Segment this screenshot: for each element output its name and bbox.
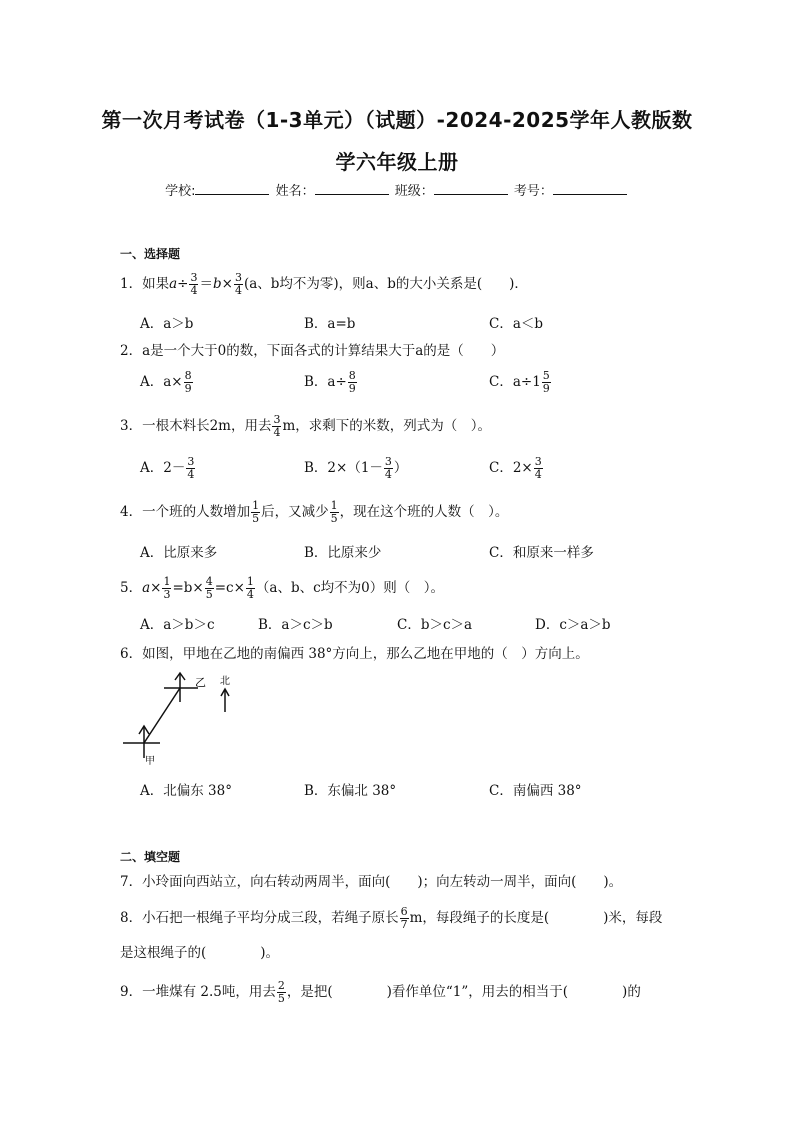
class-label: 班级：	[394, 184, 434, 199]
question-5	[120, 576, 444, 601]
exam-title-line2: 学六年级上册	[335, 150, 459, 174]
q8-num: 6	[400, 905, 408, 918]
q5-mid-2: =c×	[214, 580, 245, 596]
q6-option-b[interactable]: B．东偏北 38°	[304, 783, 397, 799]
q3-b-den: 4	[384, 468, 392, 481]
q5-fraction-1	[162, 576, 171, 601]
question-2: 2．a是一个大于0的数，下面各式的计算结果大于a的是（ ）	[120, 343, 505, 359]
q4-option-c[interactable]: C．和原来一样多	[489, 545, 594, 561]
question-8-line2: 是这根绳子的( )。	[120, 945, 280, 961]
q5-frac3-num: 1	[246, 575, 254, 588]
q5-frac2-den: 5	[205, 588, 213, 601]
q4-frac2-num: 1	[330, 499, 338, 512]
question-4	[120, 500, 508, 525]
connecting-line	[144, 688, 180, 743]
q1-option-b[interactable]: B．a=b	[304, 316, 356, 332]
q4-frac2-den: 5	[330, 512, 338, 525]
q3-c-num: 3	[534, 455, 542, 468]
q2-b-prefix: B．a÷	[304, 374, 347, 390]
q1-div-sign: ÷	[177, 276, 189, 292]
q1-option-a[interactable]: A．a＞b	[140, 316, 194, 332]
q5-var-a: a	[142, 580, 151, 596]
q8-den: 7	[400, 918, 408, 931]
q9-fraction	[277, 980, 286, 1005]
section-fill-heading: 二、填空题	[120, 850, 181, 864]
class-blank[interactable]	[434, 182, 508, 195]
q1-equals: ＝	[199, 276, 213, 292]
q2-a-num: 8	[184, 369, 192, 382]
q3-den: 4	[273, 426, 281, 439]
q9-suffix: ，是把( )看作单位“1”，用去的相当于( )的	[286, 984, 641, 1000]
q5-option-c[interactable]: C．b＞c＞a	[397, 617, 473, 633]
q9-num: 2	[277, 979, 285, 992]
q5-suffix: （a、b、c均不为0）则（ ）。	[255, 580, 445, 596]
q2-c-den: 9	[542, 382, 550, 395]
q2-option-c[interactable]	[489, 370, 552, 395]
q2-option-b[interactable]	[304, 370, 358, 395]
q5-option-b[interactable]: B．a＞c＞b	[258, 617, 333, 633]
q3-a-num: 3	[187, 455, 195, 468]
q2-option-a[interactable]	[140, 370, 194, 395]
q2-b-den: 9	[348, 382, 356, 395]
q5-option-d[interactable]: D．c＞a＞b	[535, 617, 611, 633]
q5-frac3-den: 4	[246, 588, 254, 601]
q3-b-suffix: ）	[393, 460, 408, 476]
jia-label: 甲	[145, 756, 155, 767]
direction-diagram	[118, 668, 248, 768]
q3-option-a[interactable]	[140, 456, 196, 481]
q4-prefix: 4．一个班的人数增加	[120, 504, 251, 520]
q5-option-a[interactable]: A．a＞b＞c	[140, 617, 215, 633]
name-blank[interactable]	[315, 182, 389, 195]
q9-prefix: 9．一堆煤有 2.5吨，用去	[120, 984, 276, 1000]
q5-fraction-3	[246, 576, 255, 601]
q2-b-fraction	[348, 370, 357, 395]
q5-mid-1: =b×	[172, 580, 204, 596]
north-label: 北	[220, 676, 230, 687]
q1-rest: (a、b均不为零)，则a、b的大小关系是( )．	[243, 276, 528, 292]
q3-option-c[interactable]	[489, 456, 544, 481]
section-choice-heading: 一、选择题	[120, 247, 181, 261]
q2-c-prefix: C．a÷1	[489, 374, 541, 390]
student-info-line	[0, 180, 794, 199]
q5-frac1-num: 1	[163, 575, 171, 588]
q1-frac1-num: 3	[190, 271, 198, 284]
q1-frac1-den: 4	[190, 284, 198, 297]
question-9	[120, 980, 641, 1005]
question-8	[120, 906, 662, 931]
q3-a-den: 4	[187, 468, 195, 481]
q2-a-den: 9	[184, 382, 192, 395]
q4-frac1-den: 5	[252, 512, 260, 525]
q2-c-num: 5	[542, 369, 550, 382]
q1-fraction-1	[189, 272, 198, 297]
q5-frac2-num: 4	[205, 575, 213, 588]
q3-a-prefix: A．2－	[140, 460, 186, 476]
q2-c-fraction	[542, 370, 551, 395]
question-3	[120, 414, 491, 439]
q1-prefix: 1．如果	[120, 276, 170, 292]
q8-fraction	[400, 906, 409, 931]
q3-suffix: m，求剩下的米数，列式为（ ）。	[282, 418, 492, 434]
yi-label: 乙	[195, 676, 206, 689]
question-6: 6．如图，甲地在乙地的南偏西 38°方向上，那么乙地在甲地的（ ）方向上。	[120, 646, 589, 662]
q3-c-den: 4	[534, 468, 542, 481]
number-label: 考号：	[513, 184, 553, 199]
q1-frac2-num: 3	[234, 271, 242, 284]
q3-fraction	[272, 414, 281, 439]
q3-c-prefix: C．2×	[489, 460, 533, 476]
q5-fraction-2	[205, 576, 214, 601]
q3-c-fraction	[534, 456, 543, 481]
q2-a-prefix: A．a×	[140, 374, 183, 390]
q3-option-b[interactable]	[304, 456, 407, 481]
q4-option-a[interactable]: A．比原来多	[140, 545, 218, 561]
q4-fraction-1	[251, 500, 260, 525]
school-blank[interactable]	[195, 182, 269, 195]
number-blank[interactable]	[553, 182, 627, 195]
q1-frac2-den: 4	[234, 284, 242, 297]
q1-var-b: b	[212, 276, 222, 292]
q8-suffix: m，每段绳子的长度是( )米，每段	[409, 910, 663, 926]
q3-b-fraction	[384, 456, 393, 481]
question-7: 7．小玲面向西站立，向右转动两周半，面向( )；向左转动一周半，面向( )。	[120, 874, 623, 890]
q1-var-a: a	[169, 276, 178, 292]
q6-option-c[interactable]: C．南偏西 38°	[489, 783, 582, 799]
q4-middle: 后，又减少	[261, 504, 329, 520]
q3-num: 3	[273, 413, 281, 426]
q5-times: ×	[150, 580, 162, 596]
exam-title-line1: 第一次月考试卷（1-3单元）（试题）-2024-2025学年人教版数	[101, 108, 693, 132]
school-label: 学校:	[165, 184, 196, 199]
question-1	[120, 272, 528, 297]
q5-frac1-den: 3	[163, 588, 171, 601]
q4-option-b[interactable]: B．比原来少	[304, 545, 382, 561]
q9-den: 5	[277, 992, 285, 1005]
q5-prefix: 5．	[120, 580, 143, 596]
q3-b-prefix: B．2×（1－	[304, 460, 383, 476]
q6-option-a[interactable]: A．北偏东 38°	[140, 783, 232, 799]
q3-b-num: 3	[384, 455, 392, 468]
q4-frac1-num: 1	[252, 499, 260, 512]
name-label: 姓名：	[275, 184, 315, 199]
q1-fraction-2	[234, 272, 243, 297]
q2-a-fraction	[184, 370, 193, 395]
q3-a-fraction	[186, 456, 195, 481]
q8-prefix: 8．小石把一根绳子平均分成三段，若绳子原长	[120, 910, 399, 926]
q4-fraction-2	[330, 500, 339, 525]
q3-prefix: 3．一根木料长2m，用去	[120, 418, 272, 434]
q2-b-num: 8	[348, 369, 356, 382]
q1-times-sign: ×	[221, 276, 233, 292]
q4-suffix: ，现在这个班的人数（ ）。	[339, 504, 509, 520]
q1-option-c[interactable]: C．a＜b	[489, 316, 544, 332]
